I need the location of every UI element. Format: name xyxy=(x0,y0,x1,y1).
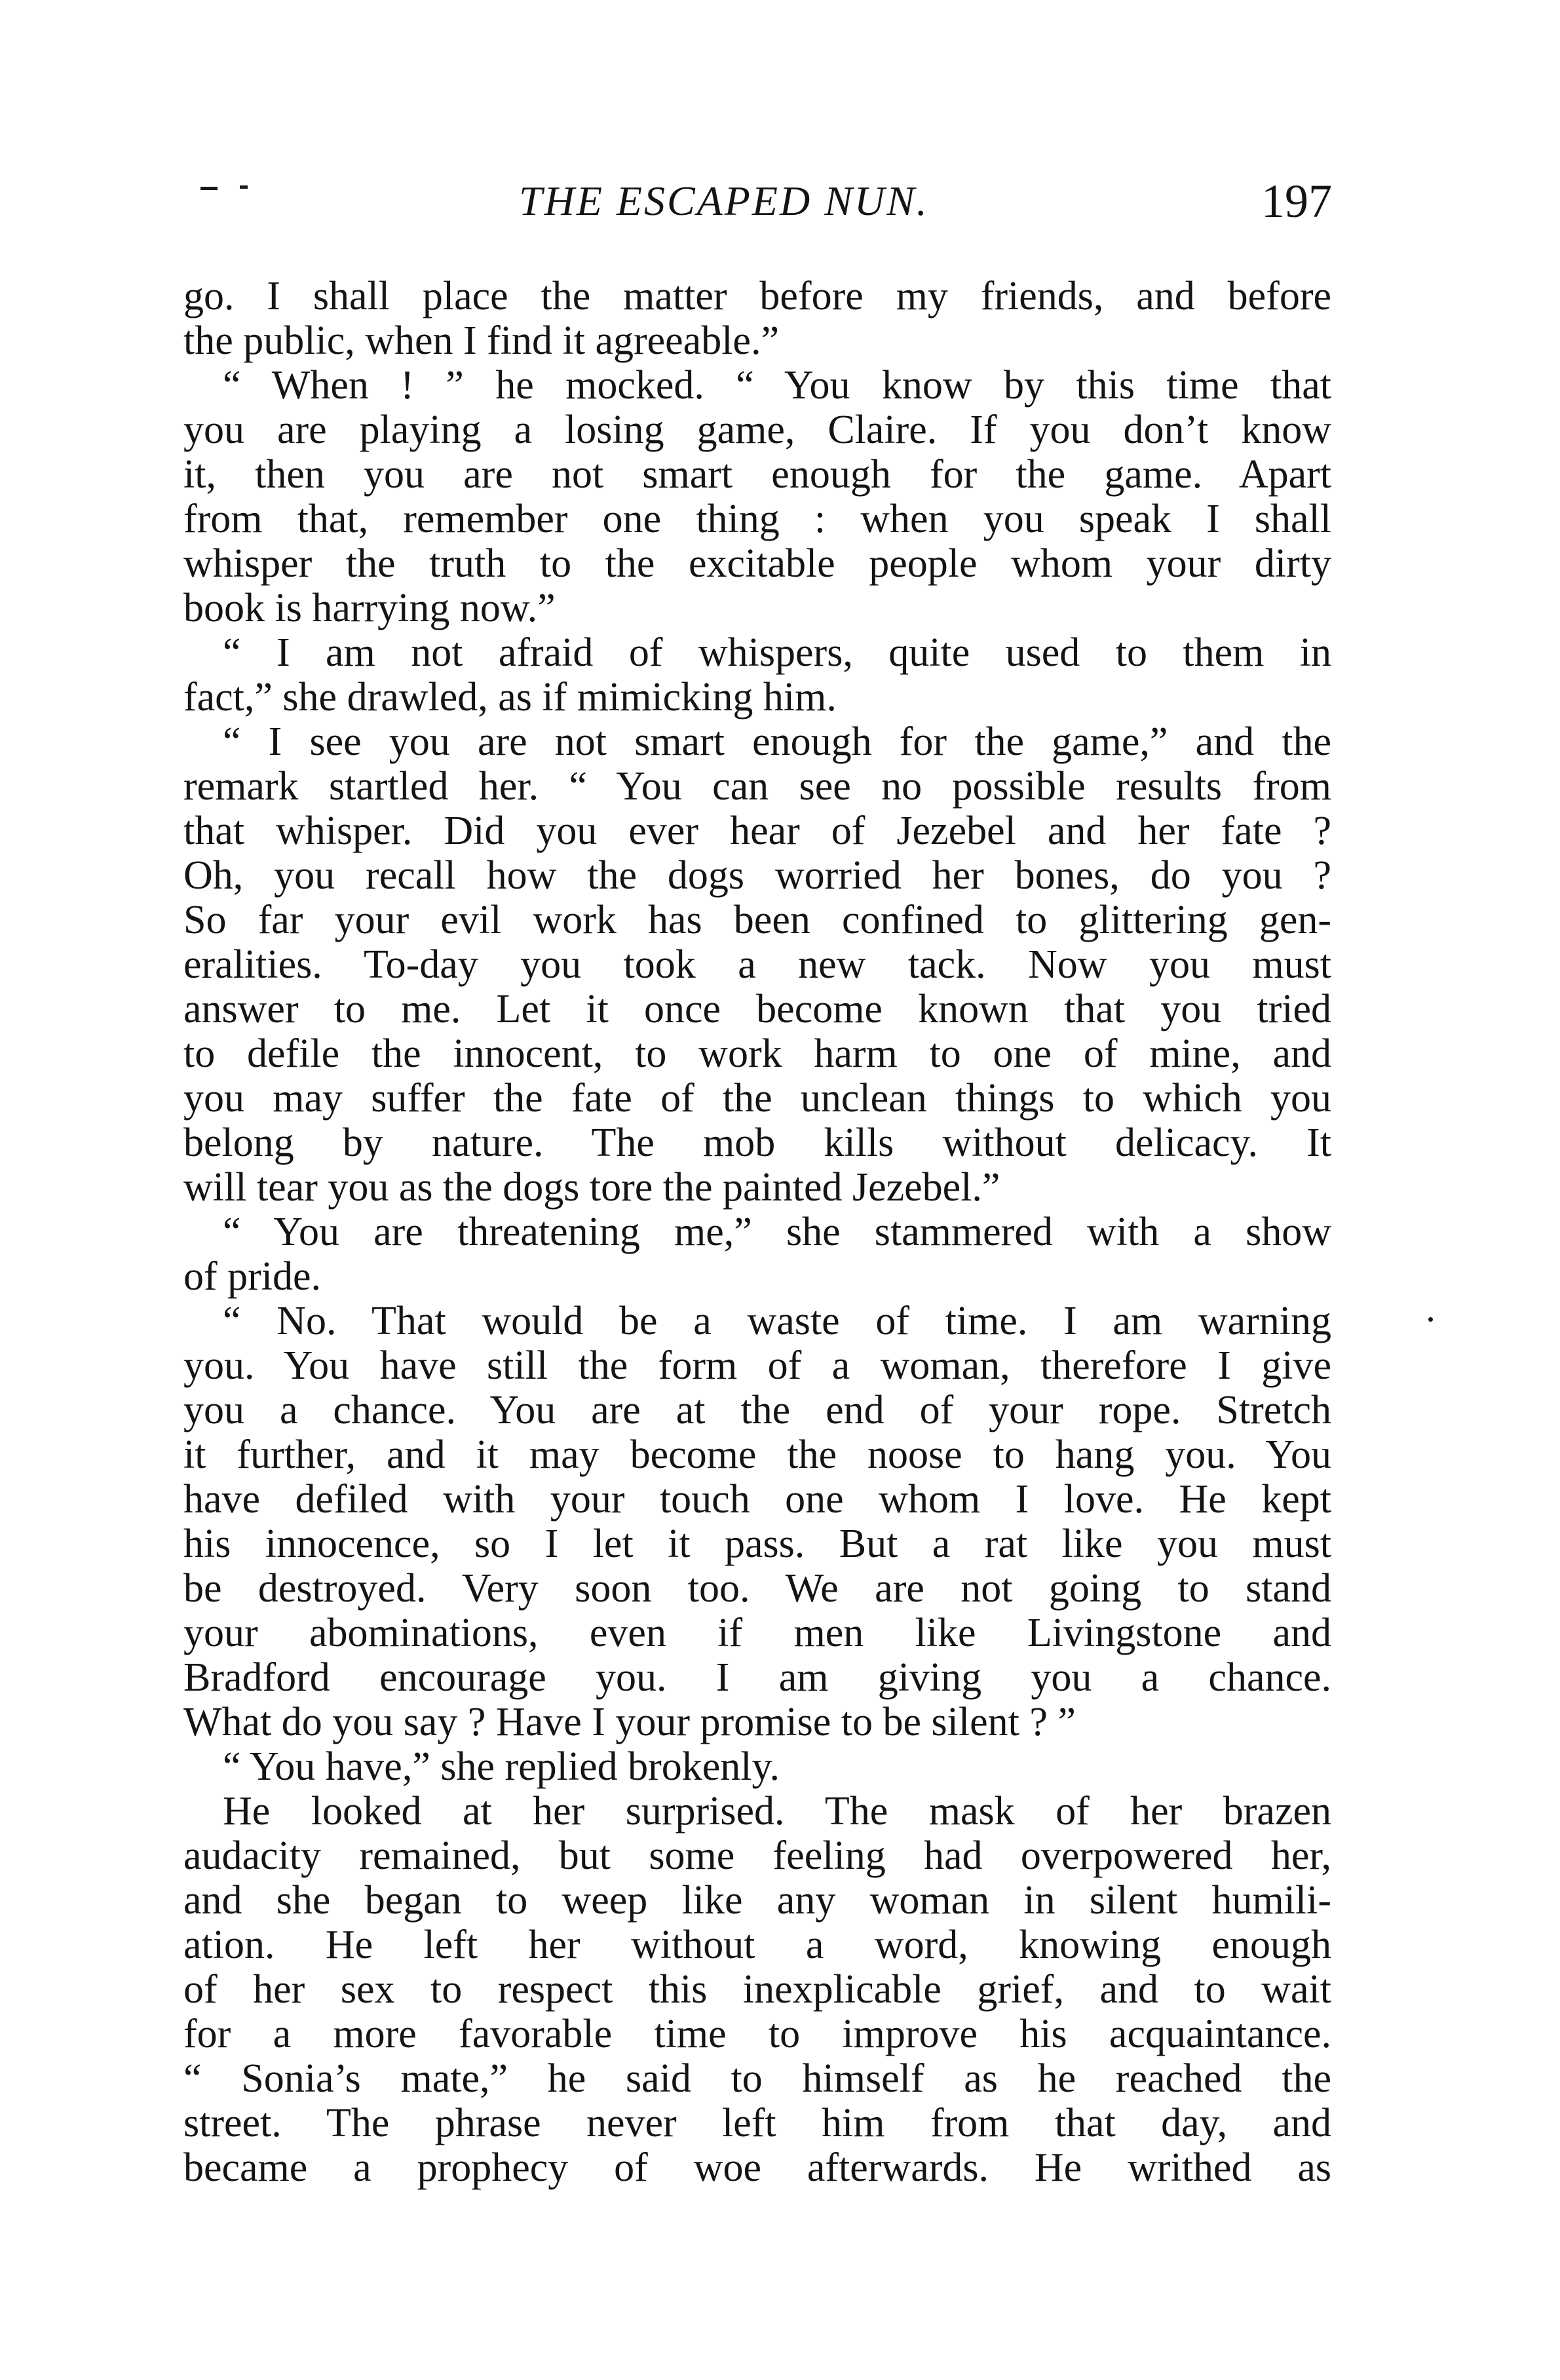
text-line: of her sex to respect this inexplicable grief, and to wait xyxy=(183,1967,1331,2012)
text-line: you may suffer the fate of the unclean things to which you xyxy=(183,1076,1331,1121)
text-line: it, then you are not smart enough for the game. Apart xyxy=(183,452,1331,497)
text-line: ation. He left her without a word, knowing enough xyxy=(183,1923,1331,1967)
text-line: “ I am not afraid of whispers, quite used to them in xyxy=(223,630,1331,675)
text-line: to defile the innocent, to work harm to one of mine, and xyxy=(183,1031,1331,1076)
body-text xyxy=(183,274,1331,2190)
text-line: What do you say ? Have I your promise to be silent ? ” xyxy=(183,1700,1076,1744)
text-line: fact,” she drawled, as if mimicking him. xyxy=(183,675,837,720)
text-line: your abominations, even if men like Livingstone and xyxy=(183,1611,1331,1655)
text-line: you are playing a losing game, Claire. If you don’t know xyxy=(183,408,1331,452)
page-number: 197 xyxy=(1261,175,1332,227)
text-line: Bradford encourage you. I am giving you a chance. xyxy=(183,1655,1331,1700)
text-line: his innocence, so I let it pass. But a rat like you must xyxy=(183,1522,1331,1566)
running-title: THE ESCAPED NUN. xyxy=(519,178,929,224)
text-line: for a more favorable time to improve his acquaintance. xyxy=(183,2012,1331,2056)
text-line: go. I shall place the matter before my friends, and before xyxy=(183,274,1331,318)
text-line: have defiled with your touch one whom I love. He kept xyxy=(183,1477,1331,1522)
text-line: answer to me. Let it once become known that you tried xyxy=(183,987,1331,1031)
text-line: street. The phrase never left him from that day, and xyxy=(183,2101,1331,2145)
text-line: from that, remember one thing : when you speak I shall xyxy=(183,497,1331,541)
text-line: that whisper. Did you ever hear of Jezebel and her fate ? xyxy=(183,809,1331,853)
text-line: you. You have still the form of a woman, therefore I give xyxy=(183,1343,1331,1388)
text-line: He looked at her surprised. The mask of her brazen xyxy=(223,1789,1331,1833)
text-line: “ Sonia’s mate,” he said to himself as he reached the xyxy=(183,2056,1331,2101)
text-line: Oh, you recall how the dogs worried her bones, do you ? xyxy=(183,853,1331,898)
text-line: the public, when I find it agreeable.” xyxy=(183,318,779,363)
text-line: “ You have,” she replied brokenly. xyxy=(223,1744,780,1789)
text-line: book is harrying now.” xyxy=(183,586,556,630)
text-line: “ No. That would be a waste of time. I am warning xyxy=(223,1299,1331,1343)
text-line: will tear you as the dogs tore the painted Jezebel.” xyxy=(183,1165,1000,1210)
text-line: of pride. xyxy=(183,1254,322,1299)
text-line: whisper the truth to the excitable people whom your dirty xyxy=(183,541,1331,586)
text-line: be destroyed. Very soon too. We are not going to stand xyxy=(183,1566,1331,1611)
text-line: you a chance. You are at the end of your rope. Stretch xyxy=(183,1388,1331,1432)
text-line: and she began to weep like any woman in silent humili- xyxy=(183,1878,1331,1923)
text-line: “ I see you are not smart enough for the game,” and the xyxy=(223,720,1331,764)
running-header xyxy=(0,177,1560,236)
text-line: remark startled her. “ You can see no possible results from xyxy=(183,764,1331,809)
text-line: “ When ! ” he mocked. “ You know by this time that xyxy=(223,363,1331,408)
text-line: became a prophecy of woe afterwards. He writhed as xyxy=(183,2145,1331,2190)
text-line: audacity remained, but some feeling had overpowered her, xyxy=(183,1833,1331,1878)
text-line: belong by nature. The mob kills without delicacy. It xyxy=(183,1121,1331,1165)
text-line: “ You are threatening me,” she stammered with a show xyxy=(223,1210,1331,1254)
print-mark xyxy=(1428,1317,1433,1322)
text-line: So far your evil work has been confined to glittering gen- xyxy=(183,898,1331,942)
text-line: it further, and it may become the noose to hang you. You xyxy=(183,1432,1331,1477)
text-line: eralities. To-day you took a new tack. Now you must xyxy=(183,942,1331,987)
